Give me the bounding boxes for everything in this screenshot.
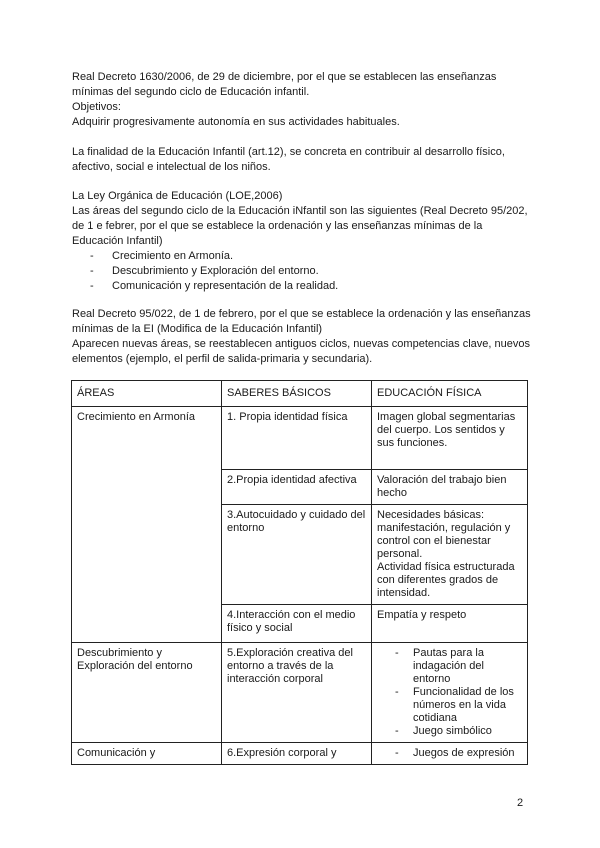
saber-cell: 5.Exploración creativa del entorno a través de la interacción corporal — [222, 643, 372, 743]
saber-cell: 3.Autocuidado y cuidado del entorno — [222, 505, 372, 605]
loe-title: La Ley Orgánica de Educación (LOE,2006) — [72, 190, 283, 202]
ef-list — [377, 647, 522, 738]
list-item: - Crecimiento en Armonía. — [90, 249, 530, 264]
saber-cell: 4.Interacción con el medio físico y social — [222, 605, 372, 643]
ef-cell-line: Necesidades básicas: manifestación, regulación y control con el bienestar personal. — [377, 509, 511, 560]
finalidad-block — [72, 145, 532, 175]
rd95-changes: Aparecen nuevas áreas, se reestablecen antiguos ciclos, nuevas competencias clave, nuevos elementos (ejemplo, el perfil de salida-primaria y secundaria). — [72, 338, 530, 365]
rd95-text: Real Decreto 95/022, de 1 de febrero, por el que se establece la ordenación y las enseñanzas mínimas de la EI (Modifica de la Educación Infantil) — [72, 308, 531, 335]
saber-cell: 6.Expresión corporal y — [222, 743, 372, 765]
saber-cell: 2.Propia identidad afectiva — [222, 470, 372, 505]
ef-cell — [372, 743, 528, 765]
ef-cell — [372, 643, 528, 743]
intro-decree: Real Decreto 1630/2006, de 29 de diciembre, por el que se establecen las enseñanzas mínimas del segundo ciclo de Educación infantil. — [72, 71, 497, 98]
finalidad-text: La finalidad de la Educación Infantil (art.12), se concreta en contribuir al desarrollo físico, afectivo, social e intelectual de los niños. — [72, 146, 505, 173]
intro-block — [72, 70, 532, 130]
list-item: - Juegos de expresión — [377, 747, 522, 760]
list-item: - Pautas para la indagación del entorno — [377, 647, 522, 686]
loe-text: Las áreas del segundo ciclo de la Educación iNfantil son las siguientes (Real Decreto 95/202, de 1 e febrer, por el que se establece la ordenación y las enseñanzas mínimas de la Educación Infantil) — [72, 205, 528, 247]
ef-cell-line: Actividad física estructurada con diferentes grados de intensidad. — [377, 561, 515, 599]
loe-block — [72, 189, 532, 249]
table-row — [72, 407, 528, 470]
area-descubrimiento: Descubrimiento y Exploración del entorno — [72, 643, 222, 743]
table-row — [72, 743, 528, 765]
ef-cell: Imagen global segmentarias del cuerpo. Los sentidos y sus funciones. — [372, 407, 528, 470]
rd95-block — [72, 307, 532, 367]
list-item: - Descubrimiento y Exploración del entorno. — [90, 264, 530, 279]
objectives-heading: Objetivos: — [72, 101, 121, 113]
list-item: - Juego simbólico — [377, 725, 522, 738]
list-item: - Comunicación y representación de la realidad. — [90, 279, 530, 294]
header-saberes: SABERES BÁSICOS — [222, 381, 372, 407]
ef-cell — [372, 505, 528, 605]
header-educacion-fisica: EDUCACIÓN FÍSICA — [372, 381, 528, 407]
header-areas: ÁREAS — [72, 381, 222, 407]
ef-cell: Valoración del trabajo bien hecho — [372, 470, 528, 505]
table-header-row — [72, 381, 528, 407]
list-item: - Funcionalidad de los números en la vida cotidiana — [377, 686, 522, 725]
ef-cell: Empatía y respeto — [372, 605, 528, 643]
ef-list — [377, 747, 522, 760]
table-row — [72, 643, 528, 743]
area-crecimiento: Crecimiento en Armonía — [72, 407, 222, 643]
page-number: 2 — [517, 797, 524, 809]
saber-cell: 1. Propia identidad física — [222, 407, 372, 470]
objective-text: Adquirir progresivamente autonomía en sus actividades habituales. — [72, 116, 400, 128]
curriculum-table — [71, 380, 528, 765]
area-comunicacion: Comunicación y — [72, 743, 222, 765]
areas-list — [90, 249, 530, 294]
